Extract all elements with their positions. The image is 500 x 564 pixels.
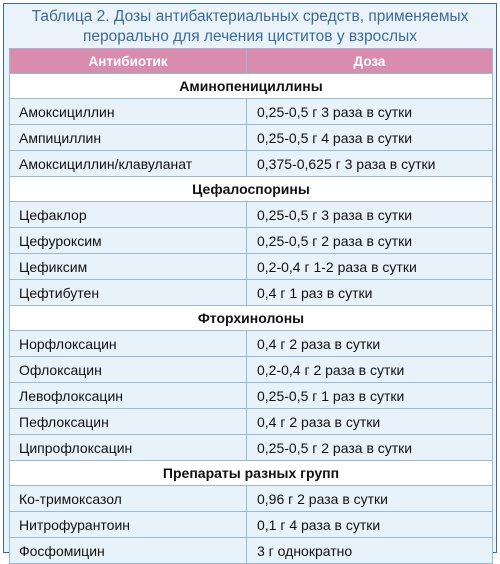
dose-cell: 0,25-0,5 г 4 раза в сутки bbox=[247, 125, 493, 151]
antibiotic-cell: Цефуроксим bbox=[10, 228, 247, 254]
header-row bbox=[10, 49, 493, 74]
table-row bbox=[10, 331, 493, 357]
header-dose: Доза bbox=[247, 49, 493, 74]
dose-cell: 0,25-0,5 г 3 раза в сутки bbox=[247, 99, 493, 125]
dosage-table bbox=[9, 48, 493, 564]
table-row bbox=[10, 254, 493, 280]
antibiotic-cell: Левофлоксацин bbox=[10, 383, 247, 409]
table-row bbox=[10, 357, 493, 383]
table-row bbox=[10, 151, 493, 177]
antibiotic-cell: Офлоксацин bbox=[10, 357, 247, 383]
antibiotic-cell: Пефлоксацин bbox=[10, 409, 247, 435]
dose-cell: 0,4 г 1 раз в сутки bbox=[247, 280, 493, 306]
antibiotic-cell: Ципрофлоксацин bbox=[10, 435, 247, 461]
dose-cell: 0,25-0,5 г 1 раз в сутки bbox=[247, 383, 493, 409]
group-name: Аминопенициллины bbox=[10, 74, 493, 99]
group-row bbox=[10, 461, 493, 486]
table-row bbox=[10, 538, 493, 564]
group-row bbox=[10, 306, 493, 331]
table-caption bbox=[4, 4, 496, 47]
antibiotic-cell: Цефиксим bbox=[10, 254, 247, 280]
group-name: Цефалоспорины bbox=[10, 177, 493, 202]
antibiotic-cell: Амоксициллин/клавуланат bbox=[10, 151, 247, 177]
table-row bbox=[10, 383, 493, 409]
caption-line-2: перорально для лечения циститов у взрослых bbox=[83, 28, 417, 45]
dose-cell: 0,1 г 4 раза в сутки bbox=[247, 512, 493, 538]
dose-cell: 0,375-0,625 г 3 раза в сутки bbox=[247, 151, 493, 177]
group-row bbox=[10, 177, 493, 202]
group-name: Препараты разных групп bbox=[10, 461, 493, 486]
table-row bbox=[10, 125, 493, 151]
antibiotic-cell: Цефтибутен bbox=[10, 280, 247, 306]
header-antibiotic: Антибиотик bbox=[10, 49, 247, 74]
antibiotic-cell: Амоксициллин bbox=[10, 99, 247, 125]
group-name: Фторхинолоны bbox=[10, 306, 493, 331]
antibiotic-cell: Ампициллин bbox=[10, 125, 247, 151]
table-frame bbox=[3, 3, 497, 559]
table-row bbox=[10, 280, 493, 306]
dose-cell: 0,4 г 2 раза в сутки bbox=[247, 331, 493, 357]
dose-cell: 0,25-0,5 г 2 раза в сутки bbox=[247, 435, 493, 461]
dose-cell: 0,96 г 2 раза в сутки bbox=[247, 486, 493, 512]
group-row bbox=[10, 74, 493, 99]
table-row bbox=[10, 486, 493, 512]
dose-cell: 0,4 г 2 раза в сутки bbox=[247, 409, 493, 435]
table-row bbox=[10, 202, 493, 228]
dose-cell: 0,25-0,5 г 3 раза в сутки bbox=[247, 202, 493, 228]
antibiotic-cell: Фосфомицин bbox=[10, 538, 247, 564]
dose-cell: 0,2-0,4 г 2 раза в сутки bbox=[247, 357, 493, 383]
antibiotic-cell: Цефаклор bbox=[10, 202, 247, 228]
caption-line-1: Таблица 2. Дозы антибактериальных средств, применяемых bbox=[31, 8, 469, 25]
antibiotic-cell: Норфлоксацин bbox=[10, 331, 247, 357]
dose-cell: 3 г однократно bbox=[247, 538, 493, 564]
table-row bbox=[10, 512, 493, 538]
table-row bbox=[10, 435, 493, 461]
table-row bbox=[10, 99, 493, 125]
dose-cell: 0,25-0,5 г 2 раза в сутки bbox=[247, 228, 493, 254]
antibiotic-cell: Нитрофурантоин bbox=[10, 512, 247, 538]
dose-cell: 0,2-0,4 г 1-2 раза в сутки bbox=[247, 254, 493, 280]
table-row bbox=[10, 409, 493, 435]
antibiotic-cell: Ко-тримоксазол bbox=[10, 486, 247, 512]
table-row bbox=[10, 228, 493, 254]
